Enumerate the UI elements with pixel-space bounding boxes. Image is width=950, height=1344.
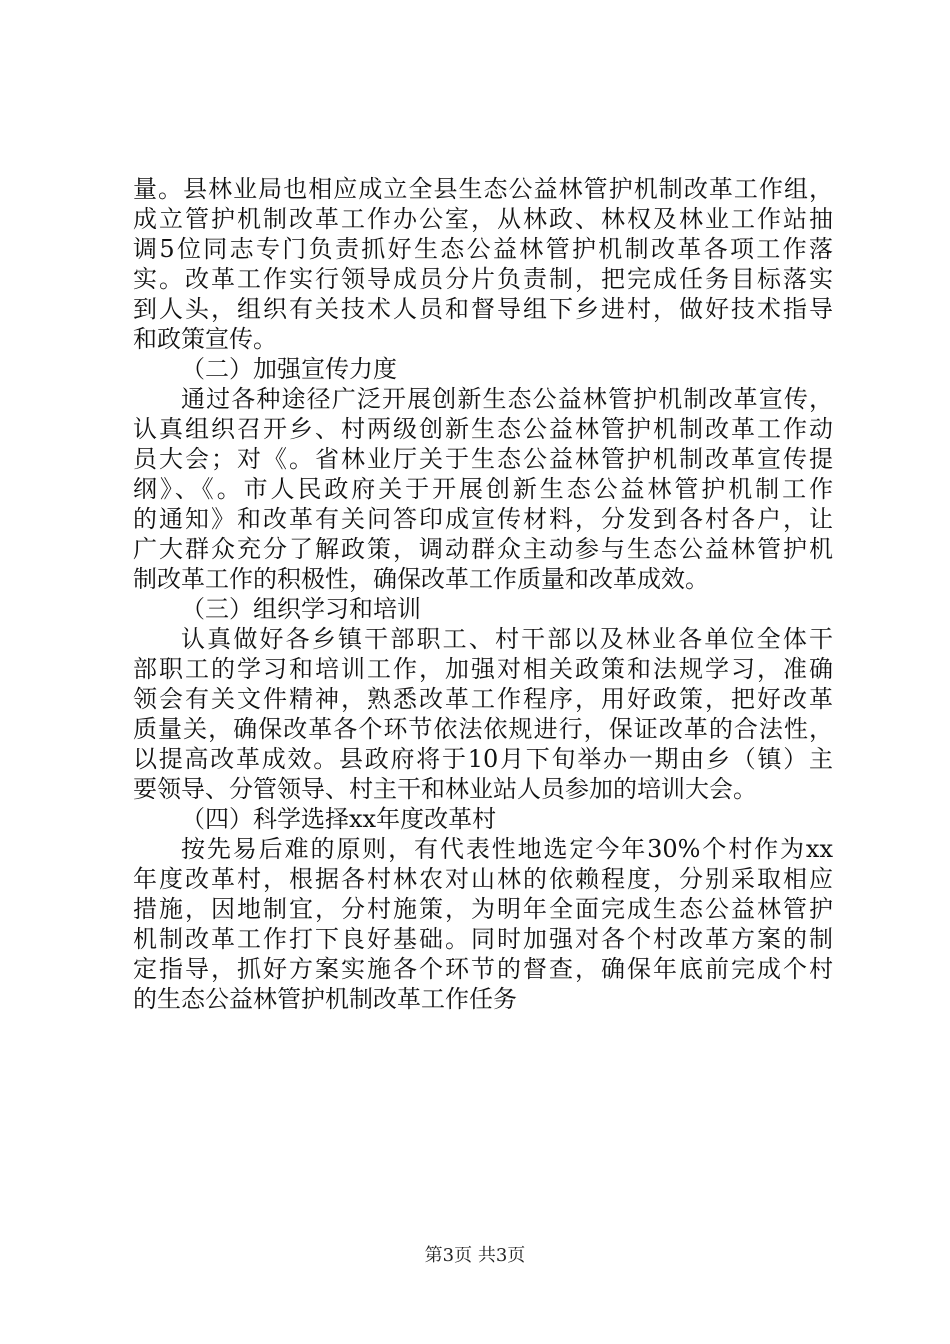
paragraph [133, 834, 833, 1014]
document-body [133, 174, 833, 1014]
text-line: 部职工的学习和培训工作，加强对相关政策和法规学习，准确 [133, 655, 833, 683]
text-line: 的通知》和改革有关问答印成宣传材料，分发到各村各户，让 [133, 505, 833, 533]
text-line: 机制改革工作打下良好基础。同时加强对各个村改革方案的制 [133, 925, 833, 953]
text-line: 质量关，确保改革各个环节依法依规进行，保证改革的合法性， [133, 715, 833, 743]
paragraph [133, 174, 833, 354]
heading-text: （四）科学选择xx年度改革村 [181, 805, 497, 833]
paragraph [133, 624, 833, 804]
heading-text: （二）加强宣传力度 [181, 355, 397, 383]
section-heading [133, 594, 833, 624]
section-heading [133, 354, 833, 384]
paragraph [133, 384, 833, 594]
page-footer: 第3页 共3页 [424, 1245, 526, 1266]
section-heading [133, 804, 833, 834]
text-line: 到人头，组织有关技术人员和督导组下乡进村，做好技术指导 [133, 295, 833, 323]
text-line: 制改革工作的积极性，确保改革工作质量和改革成效。 [133, 565, 709, 593]
heading-text: （三）组织学习和培训 [181, 595, 421, 623]
text-line: 量。县林业局也相应成立全县生态公益林管护机制改革工作组， [133, 175, 833, 203]
text-line: 措施，因地制宜，分村施策，为明年全面完成生态公益林管护 [133, 895, 833, 923]
text-line: 调5位同志专门负责抓好生态公益林管护机制改革各项工作落 [133, 235, 833, 263]
text-line: 实。改革工作实行领导成员分片负责制，把完成任务目标落实 [133, 265, 833, 293]
text-line: 以提高改革成效。县政府将于10月下旬举办一期由乡（镇）主 [133, 745, 833, 773]
text-line: 定指导，抓好方案实施各个环节的督查，确保年底前完成个村 [133, 955, 833, 983]
text-line: 和政策宣传。 [133, 325, 277, 353]
text-line: 通过各种途径广泛开展创新生态公益林管护机制改革宣传， [181, 385, 833, 413]
text-line: 员大会；对《。省林业厅关于生态公益林管护机制改革宣传提 [133, 445, 833, 473]
text-line: 纲》、《。市人民政府关于开展创新生态公益林管护机制工作 [133, 475, 833, 503]
text-line: 要领导、分管领导、村主干和林业站人员参加的培训大会。 [133, 775, 757, 803]
text-line: 认真组织召开乡、村两级创新生态公益林管护机制改革工作动 [133, 415, 833, 443]
text-line: 认真做好各乡镇干部职工、村干部以及林业各单位全体干 [181, 625, 833, 653]
text-line: 按先易后难的原则，有代表性地选定今年30%个村作为xx [181, 835, 833, 863]
text-line: 年度改革村，根据各村林农对山林的依赖程度，分别采取相应 [133, 865, 833, 893]
text-line: 广大群众充分了解政策，调动群众主动参与生态公益林管护机 [133, 535, 833, 563]
text-line: 成立管护机制改革工作办公室，从林政、林权及林业工作站抽 [133, 205, 833, 233]
text-line: 领会有关文件精神，熟悉改革工作程序，用好政策，把好改革 [133, 685, 833, 713]
text-line: 的生态公益林管护机制改革工作任务 [133, 985, 517, 1013]
